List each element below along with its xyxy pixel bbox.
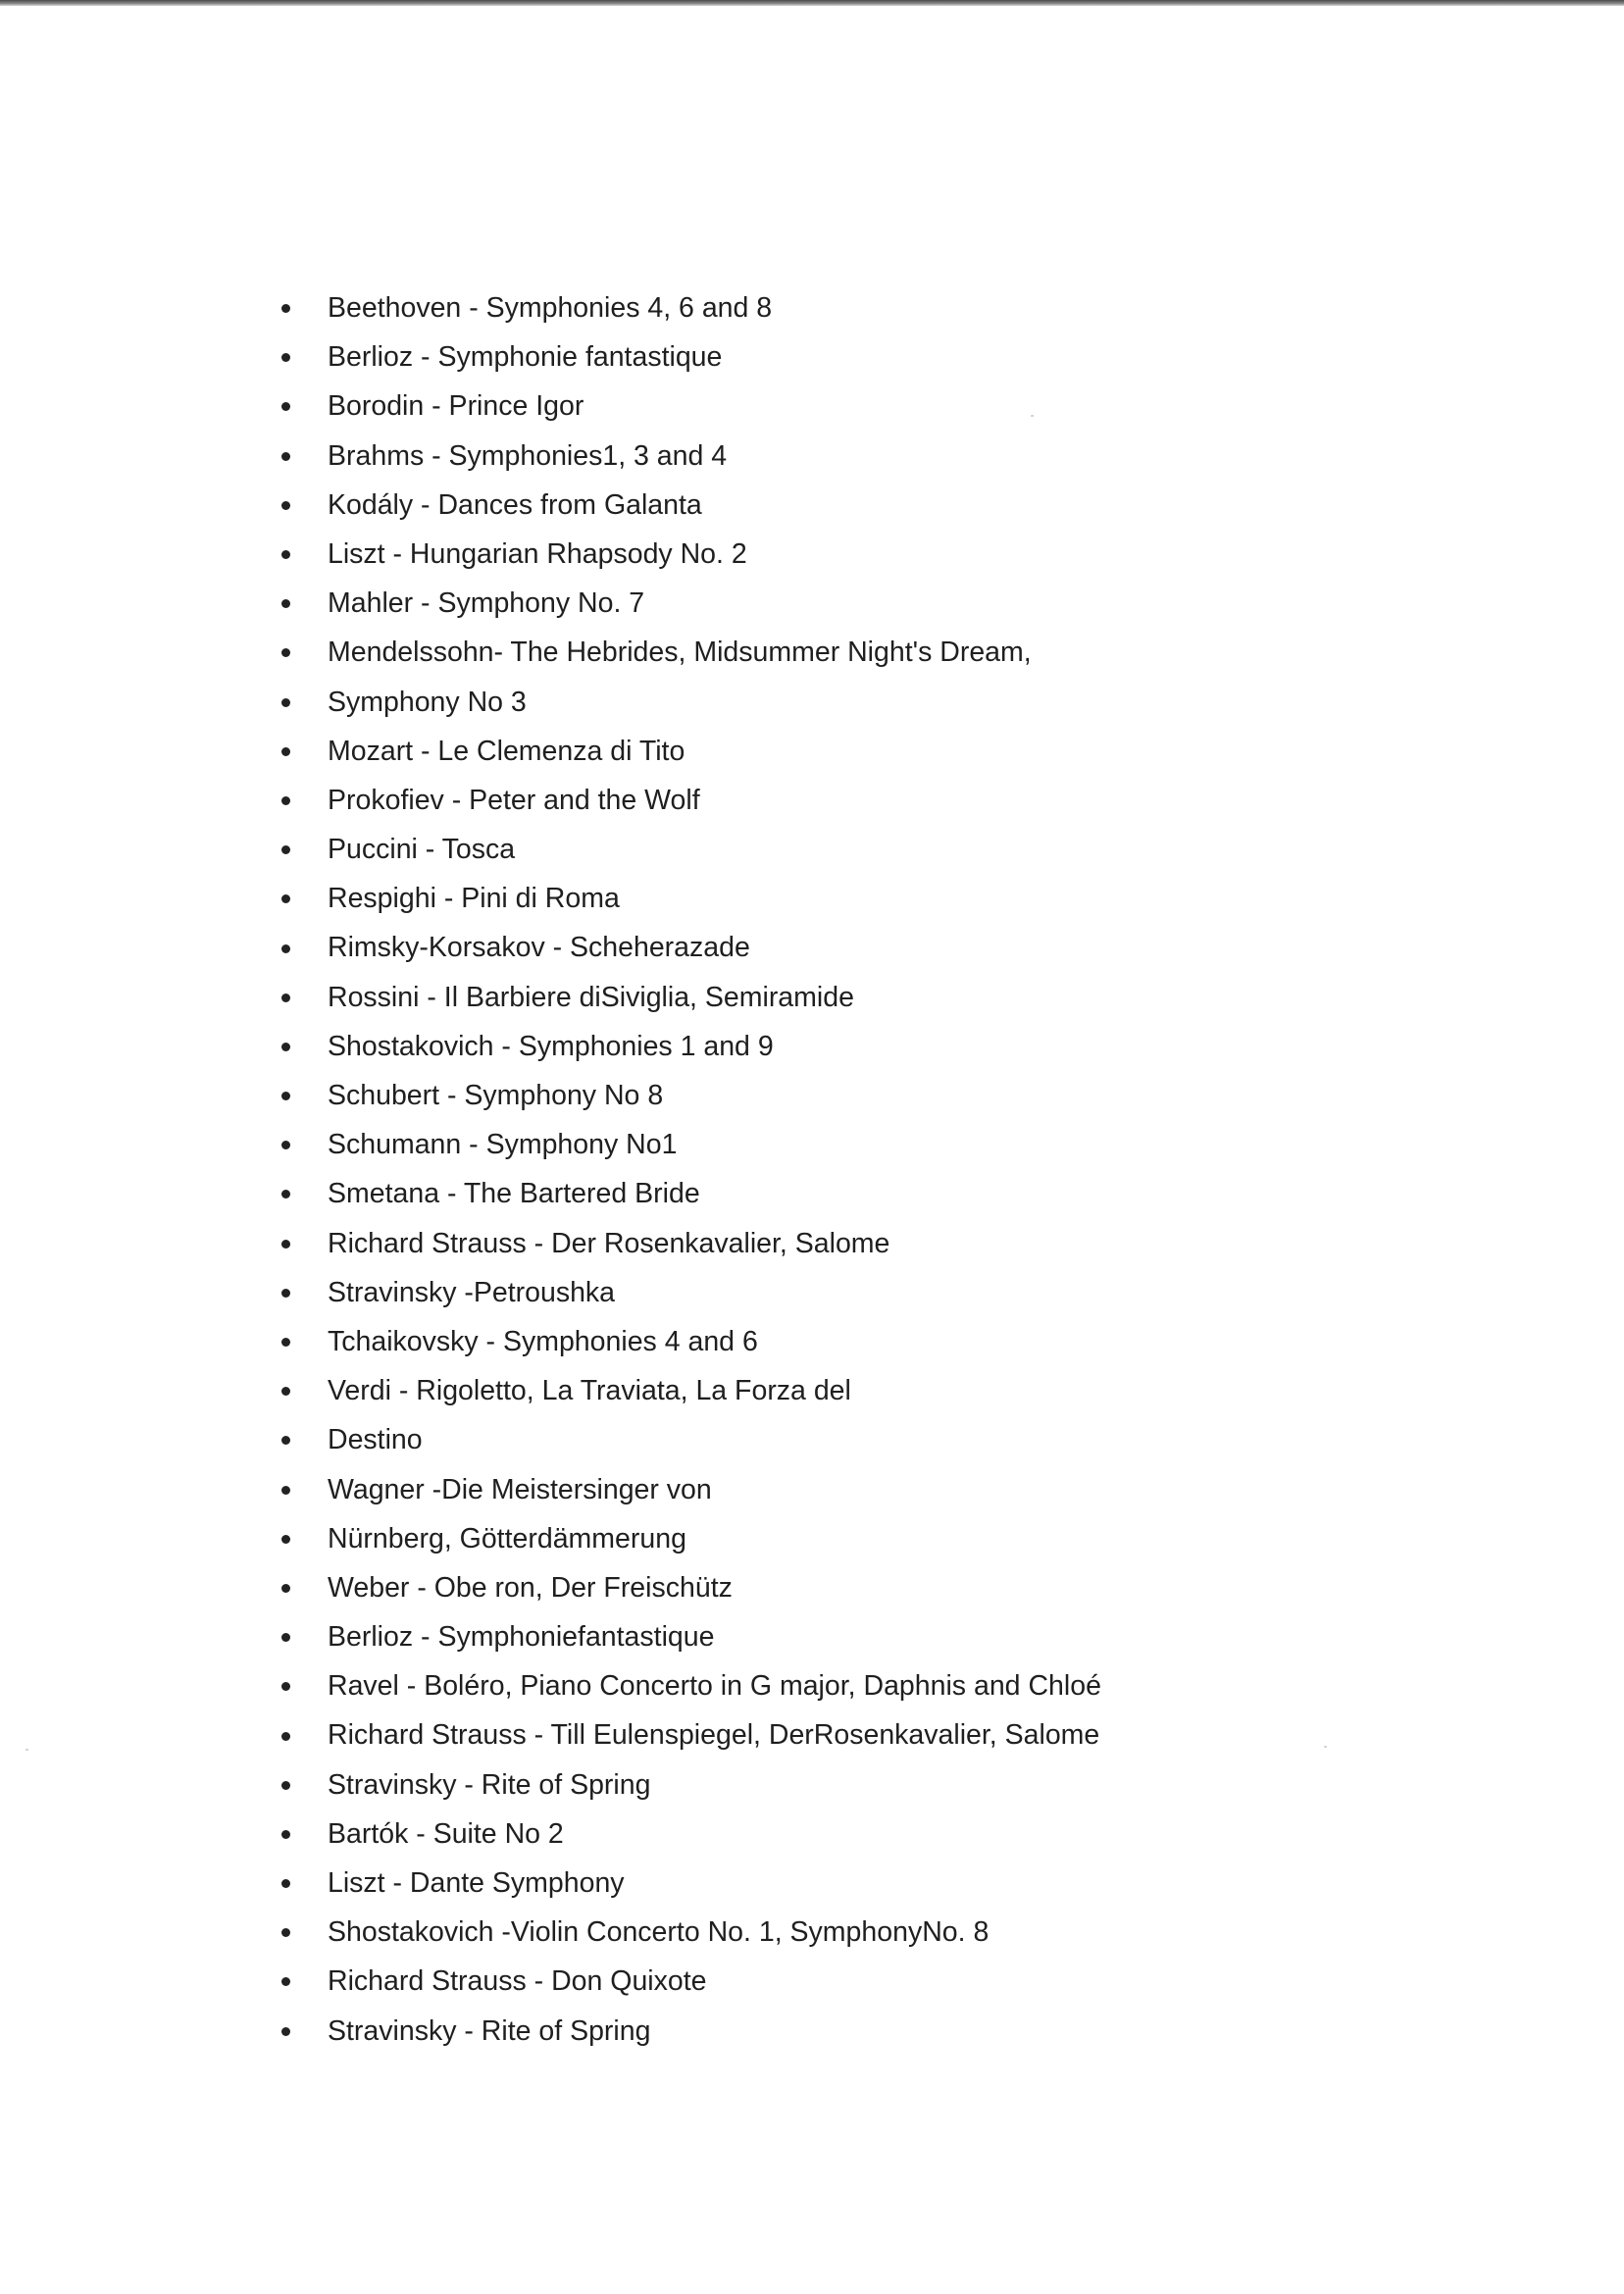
bullet-icon — [281, 1289, 290, 1298]
bullet-icon — [281, 1436, 290, 1445]
list-item-text: Nürnberg, Götterdämmerung — [328, 1522, 686, 1555]
bullet-icon — [281, 894, 290, 903]
list-item-text: Stravinsky - Rite of Spring — [328, 1768, 651, 1801]
list-item-text: Puccini - Tosca — [328, 834, 516, 866]
list-item-text: Brahms - Symphonies1, 3 and 4 — [328, 439, 728, 472]
bullet-icon — [281, 1732, 290, 1741]
scan-speck — [25, 1749, 28, 1751]
list-item-text: Mozart - Le Clemenza di Tito — [328, 735, 685, 767]
bullet-icon — [281, 1682, 290, 1691]
bullet-icon — [281, 1043, 290, 1051]
bullet-icon — [281, 1338, 290, 1347]
list-item-text: Prokofiev - Peter and the Wolf — [328, 784, 700, 816]
bullet-icon — [281, 599, 290, 608]
list-item-text: Stravinsky -Petroushka — [328, 1276, 616, 1308]
list-item-text: Schumann - Symphony No1 — [328, 1129, 678, 1161]
bullet-icon — [281, 796, 290, 805]
bullet-icon — [281, 353, 290, 362]
list-item-text: Liszt - Dante Symphony — [328, 1867, 625, 1899]
bullet-icon — [281, 1387, 290, 1396]
bullet-icon — [281, 747, 290, 756]
list-item-text: Wagner -Die Meistersinger von — [328, 1473, 712, 1505]
list-item-text: Tchaikovsky - Symphonies 4 and 6 — [328, 1325, 758, 1357]
list-item-text: Ravel - Boléro, Piano Concerto in G major, Daphnis and Chloé — [328, 1670, 1101, 1703]
bullet-icon — [281, 1141, 290, 1149]
list-item-text: Rimsky-Korsakov - Scheherazade — [328, 932, 750, 964]
bullet-icon — [281, 1977, 290, 1986]
list-item-text: Beethoven - Symphonies 4, 6 and 8 — [328, 292, 773, 324]
list-item-text: Shostakovich - Symphonies 1 and 9 — [328, 1030, 774, 1062]
bullet-icon — [281, 452, 290, 461]
bullet-icon — [281, 1830, 290, 1839]
scan-top-edge — [0, 0, 1624, 6]
bullet-icon — [281, 1092, 290, 1100]
list-item-text: Smetana - The Bartered Bride — [328, 1178, 700, 1210]
bullet-icon — [281, 698, 290, 707]
list-item-text: Richard Strauss - Der Rosenkavalier, Salome — [328, 1227, 890, 1259]
list-item-text: Liszt - Hungarian Rhapsody No. 2 — [328, 537, 747, 570]
bullet-icon — [281, 648, 290, 657]
list-item-text: Rossini - Il Barbiere diSiviglia, Semiramide — [328, 981, 854, 1013]
bullet-icon — [281, 845, 290, 854]
list-item-text: Weber - Obe ron, Der Freischütz — [328, 1571, 733, 1604]
bullet-icon — [281, 1535, 290, 1544]
bullet-icon — [281, 1879, 290, 1888]
list-item-text: Kodály - Dances from Galanta — [328, 488, 702, 521]
list-item-text: Verdi - Rigoletto, La Traviata, La Forza del — [328, 1375, 851, 1407]
list-item-text: Berlioz - Symphoniefantastique — [328, 1621, 715, 1654]
list-item-text: Mahler - Symphony No. 7 — [328, 587, 645, 620]
bullet-icon — [281, 944, 290, 953]
list-item-text: Respighi - Pini di Roma — [328, 883, 620, 915]
bullet-icon — [281, 1584, 290, 1593]
bullet-icon — [281, 2027, 290, 2036]
bullet-icon — [281, 1240, 290, 1249]
list-item-text: Bartók - Suite No 2 — [328, 1817, 564, 1850]
list-item-text: Shostakovich -Violin Concerto No. 1, SymphonyNo. 8 — [328, 1916, 990, 1949]
bullet-icon — [281, 1928, 290, 1937]
list-item-text: Borodin - Prince Igor — [328, 390, 584, 423]
bullet-icon — [281, 501, 290, 510]
list-item-text: Mendelssohn- The Hebrides, Midsummer Night's Dream, — [328, 637, 1032, 669]
bullet-icon — [281, 304, 290, 313]
scan-speck — [1324, 1746, 1327, 1748]
bullet-icon — [281, 402, 290, 411]
list-item-text: Richard Strauss - Don Quixote — [328, 1965, 707, 1998]
scan-speck — [1031, 415, 1034, 417]
bullet-icon — [281, 550, 290, 559]
list-item-text: Berlioz - Symphonie fantastique — [328, 341, 723, 374]
list-item-text: Symphony No 3 — [328, 686, 527, 718]
bullet-icon — [281, 1633, 290, 1642]
list-item-text: Stravinsky - Rite of Spring — [328, 2014, 651, 2047]
bullet-icon — [281, 994, 290, 1002]
list-item-text: Schubert - Symphony No 8 — [328, 1080, 664, 1111]
bullet-icon — [281, 1781, 290, 1790]
bullet-icon — [281, 1190, 290, 1198]
bullet-icon — [281, 1486, 290, 1495]
list-item-text: Richard Strauss - Till Eulenspiegel, DerRosenkavalier, Salome — [328, 1719, 1100, 1752]
list-item-text: Destino — [328, 1424, 423, 1456]
